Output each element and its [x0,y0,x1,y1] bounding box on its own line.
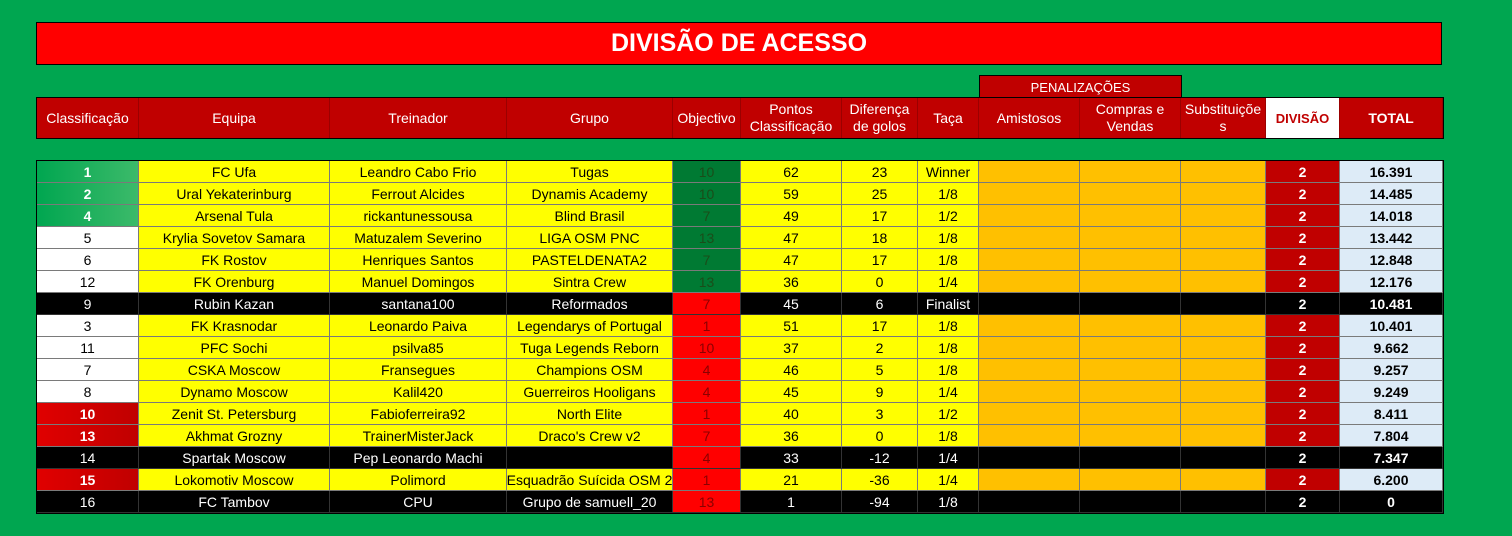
cell-divisao[interactable]: 2 [1266,469,1340,491]
penalizacoes-group-header: PENALIZAÇÕES [979,75,1182,99]
cell-pontos[interactable]: 59 [741,183,842,205]
table-row[interactable] [37,425,1443,447]
cell-divisao[interactable]: 2 [1266,425,1340,447]
cell-diferenca[interactable]: 2 [842,337,918,359]
cell-equipa[interactable]: Zenit St. Petersburg [139,403,330,425]
cell-pontos[interactable]: 37 [741,337,842,359]
cell-amistosos[interactable] [979,183,1080,205]
cell-classificacao[interactable]: 12 [37,271,139,293]
cell-classificacao[interactable]: 8 [37,381,139,403]
cell-pontos[interactable]: 1 [741,491,842,513]
cell-divisao[interactable]: 2 [1266,227,1340,249]
cell-grupo[interactable]: Reformados [507,293,673,315]
cell-compras-vendas[interactable] [1080,271,1181,293]
cell-treinador[interactable]: Leandro Cabo Frio [330,161,507,183]
cell-diferenca[interactable]: 25 [842,183,918,205]
cell-total[interactable]: 0 [1340,491,1443,513]
cell-taca[interactable]: 1/4 [918,271,979,293]
cell-objectivo[interactable]: 7 [673,205,741,227]
cell-objectivo[interactable]: 1 [673,403,741,425]
cell-amistosos[interactable] [979,271,1080,293]
header-total[interactable]: TOTAL [1340,98,1443,138]
cell-equipa[interactable]: Arsenal Tula [139,205,330,227]
cell-pontos[interactable]: 45 [741,293,842,315]
cell-compras-vendas[interactable] [1080,337,1181,359]
cell-amistosos[interactable] [979,293,1080,315]
cell-grupo[interactable]: Guerreiros Hooligans [507,381,673,403]
cell-diferenca[interactable]: -36 [842,469,918,491]
cell-classificacao[interactable]: 10 [37,403,139,425]
cell-equipa[interactable]: CSKA Moscow [139,359,330,381]
cell-classificacao[interactable]: 9 [37,293,139,315]
header-substituicoes[interactable]: Substituições [1181,98,1266,138]
cell-pontos[interactable]: 46 [741,359,842,381]
cell-amistosos[interactable] [979,381,1080,403]
cell-total[interactable]: 7.804 [1340,425,1443,447]
cell-substituicoes[interactable] [1181,161,1266,183]
cell-divisao[interactable]: 2 [1266,359,1340,381]
cell-divisao[interactable]: 2 [1266,337,1340,359]
cell-taca[interactable]: 1/2 [918,403,979,425]
cell-taca[interactable]: Winner [918,161,979,183]
cell-classificacao[interactable]: 15 [37,469,139,491]
header-divisao[interactable]: DIVISÃO [1266,98,1340,138]
table-row[interactable] [37,337,1443,359]
cell-objectivo[interactable]: 4 [673,359,741,381]
table-row[interactable] [37,469,1443,491]
cell-taca[interactable]: 1/2 [918,205,979,227]
cell-equipa[interactable]: FK Rostov [139,249,330,271]
cell-objectivo[interactable]: 13 [673,271,741,293]
cell-taca[interactable]: 1/4 [918,381,979,403]
cell-treinador[interactable]: Ferrout Alcides [330,183,507,205]
cell-pontos[interactable]: 49 [741,205,842,227]
cell-amistosos[interactable] [979,249,1080,271]
cell-divisao[interactable]: 2 [1266,249,1340,271]
cell-diferenca[interactable]: 5 [842,359,918,381]
cell-grupo[interactable]: Legendarys of Portugal [507,315,673,337]
table-row[interactable] [37,359,1443,381]
cell-substituicoes[interactable] [1181,183,1266,205]
cell-compras-vendas[interactable] [1080,161,1181,183]
cell-equipa[interactable]: FK Krasnodar [139,315,330,337]
cell-compras-vendas[interactable] [1080,227,1181,249]
cell-treinador[interactable]: psilva85 [330,337,507,359]
cell-compras-vendas[interactable] [1080,403,1181,425]
cell-objectivo[interactable]: 10 [673,183,741,205]
header-amistosos[interactable]: Amistosos [979,98,1080,138]
cell-pontos[interactable]: 51 [741,315,842,337]
cell-classificacao[interactable]: 5 [37,227,139,249]
table-row[interactable] [37,447,1443,469]
cell-amistosos[interactable] [979,469,1080,491]
cell-taca[interactable]: 1/8 [918,425,979,447]
cell-equipa[interactable]: Ural Yekaterinburg [139,183,330,205]
cell-grupo[interactable]: Sintra Crew [507,271,673,293]
cell-grupo[interactable]: Draco's Crew v2 [507,425,673,447]
cell-taca[interactable]: Finalist [918,293,979,315]
cell-equipa[interactable]: Rubin Kazan [139,293,330,315]
cell-diferenca[interactable]: 18 [842,227,918,249]
cell-objectivo[interactable]: 7 [673,249,741,271]
cell-total[interactable]: 8.411 [1340,403,1443,425]
cell-grupo[interactable]: Esquadrão Suícida OSM 2 [507,469,673,491]
cell-total[interactable]: 12.848 [1340,249,1443,271]
cell-diferenca[interactable]: 6 [842,293,918,315]
cell-equipa[interactable]: Akhmat Grozny [139,425,330,447]
cell-substituicoes[interactable] [1181,469,1266,491]
cell-grupo[interactable]: Dynamis Academy [507,183,673,205]
cell-objectivo[interactable]: 4 [673,381,741,403]
cell-divisao[interactable]: 2 [1266,491,1340,513]
cell-compras-vendas[interactable] [1080,469,1181,491]
cell-treinador[interactable]: Polimord [330,469,507,491]
cell-classificacao[interactable]: 11 [37,337,139,359]
cell-pontos[interactable]: 36 [741,425,842,447]
table-row[interactable] [37,491,1443,513]
cell-equipa[interactable]: Krylia Sovetov Samara [139,227,330,249]
cell-substituicoes[interactable] [1181,227,1266,249]
cell-total[interactable]: 6.200 [1340,469,1443,491]
cell-grupo[interactable] [507,447,673,469]
cell-objectivo[interactable]: 13 [673,227,741,249]
cell-treinador[interactable]: TrainerMisterJack [330,425,507,447]
cell-compras-vendas[interactable] [1080,425,1181,447]
cell-grupo[interactable]: Tugas [507,161,673,183]
cell-substituicoes[interactable] [1181,491,1266,513]
cell-divisao[interactable]: 2 [1266,293,1340,315]
cell-objectivo[interactable]: 4 [673,447,741,469]
cell-pontos[interactable]: 62 [741,161,842,183]
cell-pontos[interactable]: 45 [741,381,842,403]
cell-substituicoes[interactable] [1181,293,1266,315]
cell-compras-vendas[interactable] [1080,249,1181,271]
cell-amistosos[interactable] [979,447,1080,469]
cell-diferenca[interactable]: 17 [842,315,918,337]
cell-total[interactable]: 12.176 [1340,271,1443,293]
cell-amistosos[interactable] [979,337,1080,359]
cell-taca[interactable]: 1/8 [918,227,979,249]
cell-treinador[interactable]: santana100 [330,293,507,315]
header-treinador[interactable]: Treinador [330,98,507,138]
cell-grupo[interactable]: Grupo de samuell_20 [507,491,673,513]
cell-divisao[interactable]: 2 [1266,161,1340,183]
cell-amistosos[interactable] [979,205,1080,227]
table-row[interactable] [37,249,1443,271]
cell-objectivo[interactable]: 10 [673,161,741,183]
cell-total[interactable]: 14.485 [1340,183,1443,205]
table-row[interactable] [37,315,1443,337]
cell-total[interactable]: 10.481 [1340,293,1443,315]
cell-objectivo[interactable]: 1 [673,469,741,491]
cell-treinador[interactable]: Henriques Santos [330,249,507,271]
cell-taca[interactable]: 1/4 [918,469,979,491]
cell-taca[interactable]: 1/8 [918,359,979,381]
cell-diferenca[interactable]: -12 [842,447,918,469]
cell-substituicoes[interactable] [1181,205,1266,227]
cell-total[interactable]: 14.018 [1340,205,1443,227]
cell-compras-vendas[interactable] [1080,205,1181,227]
cell-divisao[interactable]: 2 [1266,271,1340,293]
cell-total[interactable]: 7.347 [1340,447,1443,469]
cell-classificacao[interactable]: 6 [37,249,139,271]
cell-divisao[interactable]: 2 [1266,403,1340,425]
cell-total[interactable]: 9.249 [1340,381,1443,403]
cell-divisao[interactable]: 2 [1266,381,1340,403]
cell-compras-vendas[interactable] [1080,359,1181,381]
standings-table [36,160,1444,514]
cell-grupo[interactable]: Champions OSM [507,359,673,381]
table-header [36,97,1444,139]
cell-taca[interactable]: 1/8 [918,337,979,359]
cell-compras-vendas[interactable] [1080,183,1181,205]
cell-equipa[interactable]: Dynamo Moscow [139,381,330,403]
cell-classificacao[interactable]: 16 [37,491,139,513]
cell-total[interactable]: 13.442 [1340,227,1443,249]
cell-classificacao[interactable]: 2 [37,183,139,205]
cell-diferenca[interactable]: 17 [842,205,918,227]
cell-treinador[interactable]: Fabioferreira92 [330,403,507,425]
cell-compras-vendas[interactable] [1080,447,1181,469]
cell-substituicoes[interactable] [1181,249,1266,271]
cell-classificacao[interactable]: 3 [37,315,139,337]
cell-amistosos[interactable] [979,161,1080,183]
cell-objectivo[interactable]: 13 [673,491,741,513]
cell-amistosos[interactable] [979,315,1080,337]
table-row[interactable] [37,381,1443,403]
cell-divisao[interactable]: 2 [1266,447,1340,469]
cell-classificacao[interactable]: 1 [37,161,139,183]
cell-grupo[interactable]: North Elite [507,403,673,425]
cell-substituicoes[interactable] [1181,381,1266,403]
cell-treinador[interactable]: Manuel Domingos [330,271,507,293]
cell-objectivo[interactable]: 7 [673,293,741,315]
cell-pontos[interactable]: 33 [741,447,842,469]
cell-total[interactable]: 9.662 [1340,337,1443,359]
cell-pontos[interactable]: 47 [741,249,842,271]
cell-substituicoes[interactable] [1181,425,1266,447]
cell-classificacao[interactable]: 13 [37,425,139,447]
cell-equipa[interactable]: FC Ufa [139,161,330,183]
cell-diferenca[interactable]: -94 [842,491,918,513]
cell-grupo[interactable]: LIGA OSM PNC [507,227,673,249]
header-grupo[interactable]: Grupo [507,98,673,138]
cell-divisao[interactable]: 2 [1266,205,1340,227]
cell-equipa[interactable]: PFC Sochi [139,337,330,359]
header-taca[interactable]: Taça [918,98,979,138]
cell-compras-vendas[interactable] [1080,381,1181,403]
header-classificacao[interactable]: Classificação [37,98,139,138]
cell-treinador[interactable]: Fransegues [330,359,507,381]
table-row[interactable] [37,227,1443,249]
cell-diferenca[interactable]: 0 [842,271,918,293]
cell-taca[interactable]: 1/8 [918,315,979,337]
cell-objectivo[interactable]: 7 [673,425,741,447]
cell-substituicoes[interactable] [1181,271,1266,293]
cell-taca[interactable]: 1/4 [918,447,979,469]
table-row[interactable] [37,403,1443,425]
cell-objectivo[interactable]: 1 [673,315,741,337]
cell-treinador[interactable]: CPU [330,491,507,513]
cell-treinador[interactable]: Kalil420 [330,381,507,403]
table-row[interactable] [37,271,1443,293]
cell-divisao[interactable]: 2 [1266,183,1340,205]
cell-diferenca[interactable]: 23 [842,161,918,183]
cell-compras-vendas[interactable] [1080,491,1181,513]
cell-diferenca[interactable]: 3 [842,403,918,425]
cell-equipa[interactable]: Spartak Moscow [139,447,330,469]
cell-compras-vendas[interactable] [1080,315,1181,337]
cell-total[interactable]: 16.391 [1340,161,1443,183]
cell-classificacao[interactable]: 7 [37,359,139,381]
cell-substituicoes[interactable] [1181,315,1266,337]
cell-amistosos[interactable] [979,491,1080,513]
cell-treinador[interactable]: rickantunessousa [330,205,507,227]
header-equipa[interactable]: Equipa [139,98,330,138]
cell-taca[interactable]: 1/8 [918,249,979,271]
cell-pontos[interactable]: 36 [741,271,842,293]
cell-taca[interactable]: 1/8 [918,491,979,513]
cell-treinador[interactable]: Leonardo Paiva [330,315,507,337]
cell-grupo[interactable]: Blind Brasil [507,205,673,227]
page-title: DIVISÃO DE ACESSO [36,22,1442,65]
cell-substituicoes[interactable] [1181,447,1266,469]
table-row[interactable] [37,293,1443,315]
cell-classificacao[interactable]: 4 [37,205,139,227]
cell-total[interactable]: 9.257 [1340,359,1443,381]
table-row[interactable] [37,161,1443,183]
cell-divisao[interactable]: 2 [1266,315,1340,337]
cell-diferenca[interactable]: 9 [842,381,918,403]
header-objectivo[interactable]: Objectivo [673,98,741,138]
cell-substituicoes[interactable] [1181,403,1266,425]
cell-grupo[interactable]: PASTELDENATA2 [507,249,673,271]
cell-equipa[interactable]: FK Orenburg [139,271,330,293]
cell-total[interactable]: 10.401 [1340,315,1443,337]
header-diferenca[interactable]: Diferença de golos [842,98,918,138]
cell-treinador[interactable]: Matuzalem Severino [330,227,507,249]
cell-substituicoes[interactable] [1181,359,1266,381]
table-row[interactable] [37,183,1443,205]
cell-substituicoes[interactable] [1181,337,1266,359]
cell-treinador[interactable]: Pep Leonardo Machi [330,447,507,469]
cell-compras-vendas[interactable] [1080,293,1181,315]
cell-grupo[interactable]: Tuga Legends Reborn [507,337,673,359]
cell-taca[interactable]: 1/8 [918,183,979,205]
cell-pontos[interactable]: 40 [741,403,842,425]
cell-amistosos[interactable] [979,425,1080,447]
cell-objectivo[interactable]: 10 [673,337,741,359]
cell-diferenca[interactable]: 17 [842,249,918,271]
cell-pontos[interactable]: 47 [741,227,842,249]
cell-amistosos[interactable] [979,227,1080,249]
cell-diferenca[interactable]: 0 [842,425,918,447]
cell-classificacao[interactable]: 14 [37,447,139,469]
cell-equipa[interactable]: Lokomotiv Moscow [139,469,330,491]
cell-equipa[interactable]: FC Tambov [139,491,330,513]
header-pontos[interactable]: Pontos Classificação [741,98,842,138]
cell-amistosos[interactable] [979,359,1080,381]
cell-amistosos[interactable] [979,403,1080,425]
header-compras-vendas[interactable]: Compras e Vendas [1080,98,1181,138]
cell-pontos[interactable]: 21 [741,469,842,491]
table-row[interactable] [37,205,1443,227]
